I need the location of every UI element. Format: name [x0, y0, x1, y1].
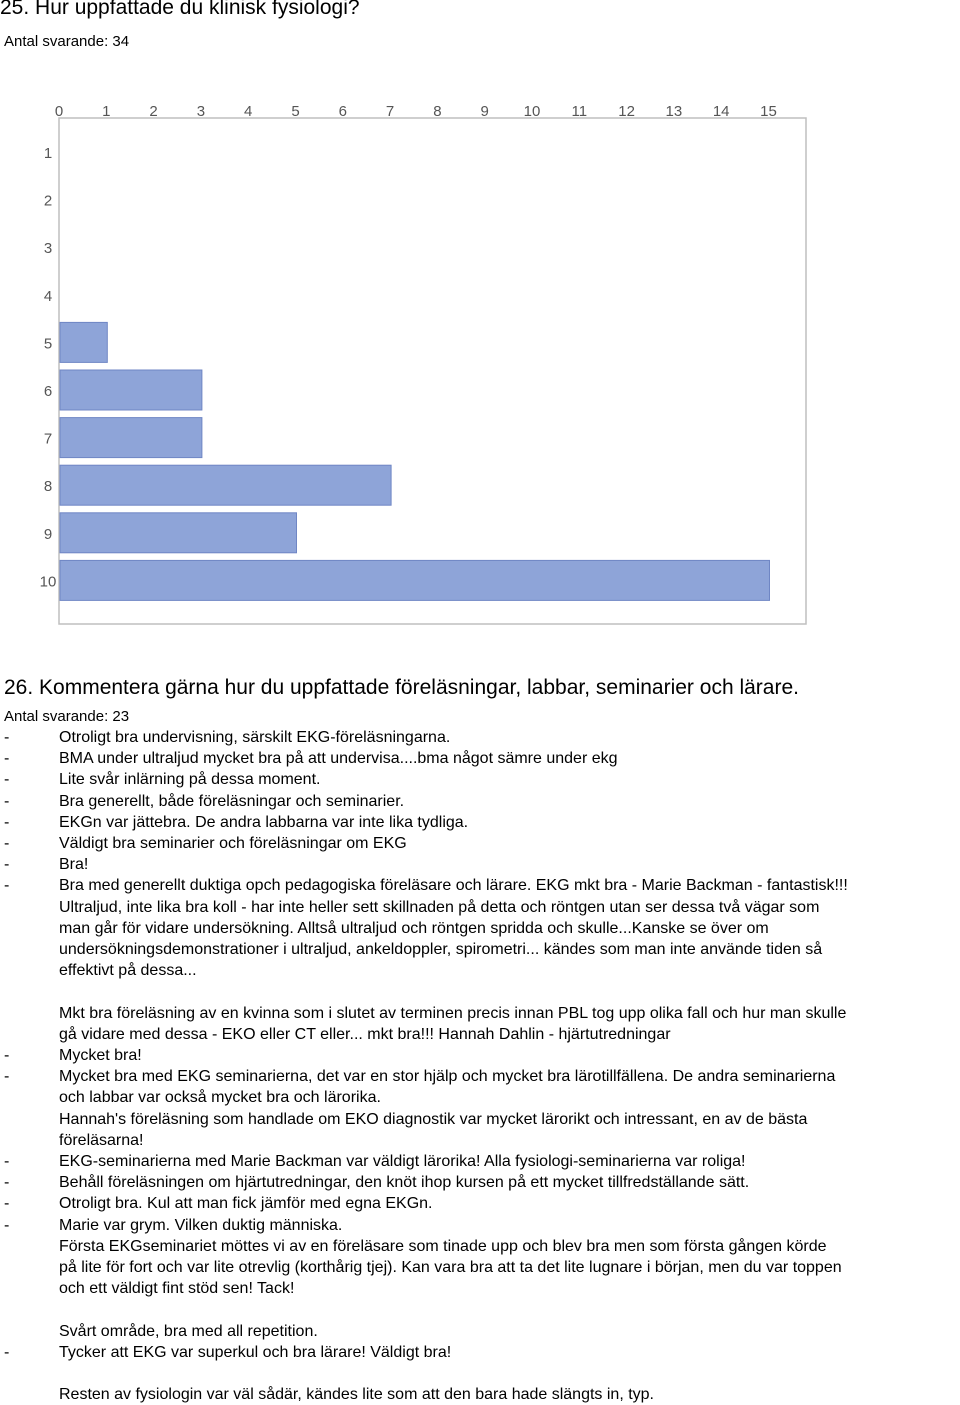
comment-bullet: -: [4, 1343, 10, 1361]
y-tick-label: 9: [43, 525, 53, 543]
comment-text: Hannah's föreläsning som handlade om EKO diagnostik var mycket lärorikt och intressant, en av de bästa: [59, 1110, 808, 1128]
comment-line: [0, 1384, 960, 1405]
comment-line: [0, 791, 960, 812]
comment-text: Otroligt bra undervisning, särskilt EKG-föreläsningarna.: [59, 729, 451, 746]
comment-line: [0, 1193, 960, 1214]
x-tick-label: 13: [665, 103, 683, 120]
comment-line: [0, 1342, 960, 1363]
comment-line: [0, 1109, 960, 1130]
x-tick-label: 10: [523, 103, 541, 120]
bar-10: [60, 560, 770, 600]
bar-7: [60, 418, 202, 458]
comment-text: EKG-seminarierna med Marie Backman var väldigt lärorika! Alla fysiologi-seminarierna var roliga!: [59, 1153, 746, 1170]
y-tick-label: 6: [43, 383, 53, 400]
comment-text: Mkt bra föreläsning av en kvinna som i slutet av terminen precis innan PBL tog upp olika fall och hur man skulle: [59, 1004, 847, 1022]
comment-text: Mycket bra med EKG seminarierna, det var en stor hjälp och mycket bra lärotillfällena. De andra seminarierna: [59, 1068, 836, 1086]
comment-line: [0, 1087, 960, 1108]
comment-text: Ultraljud, inte lika bra koll - har inte heller sett skillnaden på detta och röntgen utan ser dessa två vägar som: [59, 898, 820, 916]
comment-bullet: -: [4, 856, 10, 874]
comment-text: Bra generellt, både föreläsningar och seminarier.: [59, 792, 405, 810]
comment-line: [0, 1003, 960, 1024]
comment-bullet: -: [4, 750, 10, 768]
comment-text: Resten av fysiologin var väl sådär, kändes lite som att den bara hade slängts in, typ.: [59, 1386, 654, 1404]
comment-line: [0, 1299, 960, 1320]
comment-text: på lite för fort och var lite otrevlig (korthårig tjej). Kan vara bra att ta det lite lugnare i början, men du var toppen: [59, 1259, 842, 1276]
comment-line: [0, 1257, 960, 1278]
x-tick-label: 4: [244, 103, 253, 120]
comment-text: undersökningsdemonstrationer i ultraljud, ankeldoppler, spirometri... kändes som man inte använde tiden så: [59, 941, 823, 958]
x-tick-label: 11: [571, 103, 588, 120]
comment-line: [0, 897, 960, 918]
comment-line: [0, 812, 960, 833]
x-tick-label: 7: [385, 103, 395, 120]
comment-text: Svårt område, bra med all repetition.: [59, 1322, 318, 1340]
comment-bullet: -: [4, 1047, 10, 1064]
comment-text: Första EKGseminariet möttes vi av en föreläsare som tinade upp och blev bra men som första gången körde: [59, 1237, 827, 1255]
comment-line: [0, 854, 960, 875]
bar-5: [60, 322, 107, 362]
comment-line: [0, 1172, 960, 1193]
comment-bullet: -: [4, 1174, 10, 1192]
comment-line: [0, 1321, 960, 1342]
comment-bullet: -: [4, 729, 10, 746]
comment-line: [0, 1024, 960, 1045]
y-tick-label: 7: [43, 430, 53, 448]
comment-text: effektivt på dessa...: [59, 962, 197, 980]
y-tick-label: 1: [43, 145, 53, 162]
x-tick-label: 6: [338, 103, 347, 120]
x-tick-label: 1: [102, 103, 111, 120]
comment-bullet: -: [4, 1195, 10, 1213]
question-26-title: 26. Kommentera gärna hur du uppfattade föreläsningar, labbar, seminarier och lärare.: [4, 676, 799, 699]
comment-line: [0, 1363, 960, 1384]
comment-bullet: -: [4, 835, 10, 852]
x-tick-label: 12: [618, 103, 635, 120]
y-tick-label: 4: [43, 287, 53, 305]
comment-text: föreläsarna!: [59, 1131, 144, 1149]
comment-line: [0, 1236, 960, 1257]
x-tick-label: 9: [480, 103, 489, 120]
question-26-response-count: Antal svarande: 23: [4, 708, 130, 725]
comment-text: Marie var grym. Vilken duktig människa.: [59, 1216, 343, 1234]
comment-line: [0, 1045, 960, 1066]
comment-text: EKGn var jättebra. De andra labbarna var inte lika tydliga.: [59, 813, 469, 831]
x-tick-label: 14: [712, 103, 730, 120]
comment-text: Tycker att EKG var superkul och bra lärare! Väldigt bra!: [59, 1343, 452, 1361]
y-tick-label: 2: [43, 192, 53, 210]
comment-text: Lite svår inlärning på dessa moment.: [59, 771, 321, 789]
comment-line: [0, 769, 960, 790]
comment-line: [0, 1151, 960, 1172]
comment-text: Behåll föreläsningen om hjärtutredningar, den knöt ihop kursen på ett mycket tillfredställande sätt.: [59, 1174, 750, 1192]
comment-bullet: -: [4, 877, 10, 895]
comment-line: [0, 748, 960, 769]
y-tick-label: 8: [43, 478, 53, 496]
comment-bullet: -: [4, 1216, 10, 1234]
bar-8: [60, 465, 391, 505]
bar-9: [60, 513, 297, 553]
comment-text: Otroligt bra. Kul att man fick jämför med egna EKGn.: [59, 1195, 433, 1213]
response-bar-chart: [0, 88, 960, 633]
comment-text: BMA under ultraljud mycket bra på att undervisa....bma något sämre under ekg: [59, 750, 618, 768]
comment-line: [0, 1215, 960, 1236]
comment-line: [0, 918, 960, 939]
comment-line: [0, 727, 960, 748]
x-tick-label: 5: [291, 103, 300, 120]
x-tick-label: 2: [149, 103, 158, 120]
y-tick-label: 3: [43, 240, 53, 258]
comment-text: och labbar var också mycket bra och lärorika.: [59, 1089, 381, 1107]
comment-line: [0, 939, 960, 960]
x-tick-label: 8: [433, 103, 442, 120]
question-25-response-count: Antal svarande: 34: [4, 33, 130, 50]
comment-line: [0, 833, 960, 854]
comment-line: [0, 1278, 960, 1299]
x-tick-label: 0: [54, 103, 64, 120]
comment-bullet: -: [4, 1153, 10, 1170]
comment-bullet: -: [4, 771, 10, 789]
y-tick-label: 5: [43, 335, 53, 353]
comment-text: Mycket bra!: [59, 1047, 142, 1064]
x-tick-label: 3: [196, 103, 206, 120]
comment-text: man går för vidare undersökning. Alltså ultraljud och röntgen spridda och skulle...Kanske se över om: [59, 919, 769, 937]
comment-bullet: -: [4, 813, 10, 831]
comment-line: [0, 1130, 960, 1151]
comment-bullet: -: [4, 1068, 10, 1086]
comment-line: [0, 875, 960, 896]
bar-6: [60, 370, 202, 410]
comment-line: [0, 981, 960, 1002]
question-25-title: 25. Hur uppfattade du klinisk fysiologi?: [0, 0, 360, 19]
comment-line: [0, 960, 960, 981]
comment-text: Väldigt bra seminarier och föreläsningar om EKG: [59, 835, 407, 852]
comment-line: [0, 1066, 960, 1087]
x-tick-label: 15: [760, 103, 777, 120]
comment-text: och ett väldigt fint stöd sen! Tack!: [59, 1280, 295, 1298]
comment-text: Bra med generellt duktiga opch pedagogiska föreläsare och lärare. EKG mkt bra - Marie Backman - fantastisk!!!: [59, 877, 848, 895]
comment-text: gå vidare med dessa - EKO eller CT eller... mkt bra!!! Hannah Dahlin - hjärtutredningar: [59, 1025, 671, 1043]
comment-bullet: -: [4, 792, 10, 810]
comment-text: Bra!: [59, 856, 89, 874]
y-tick-label: 10: [39, 573, 57, 591]
